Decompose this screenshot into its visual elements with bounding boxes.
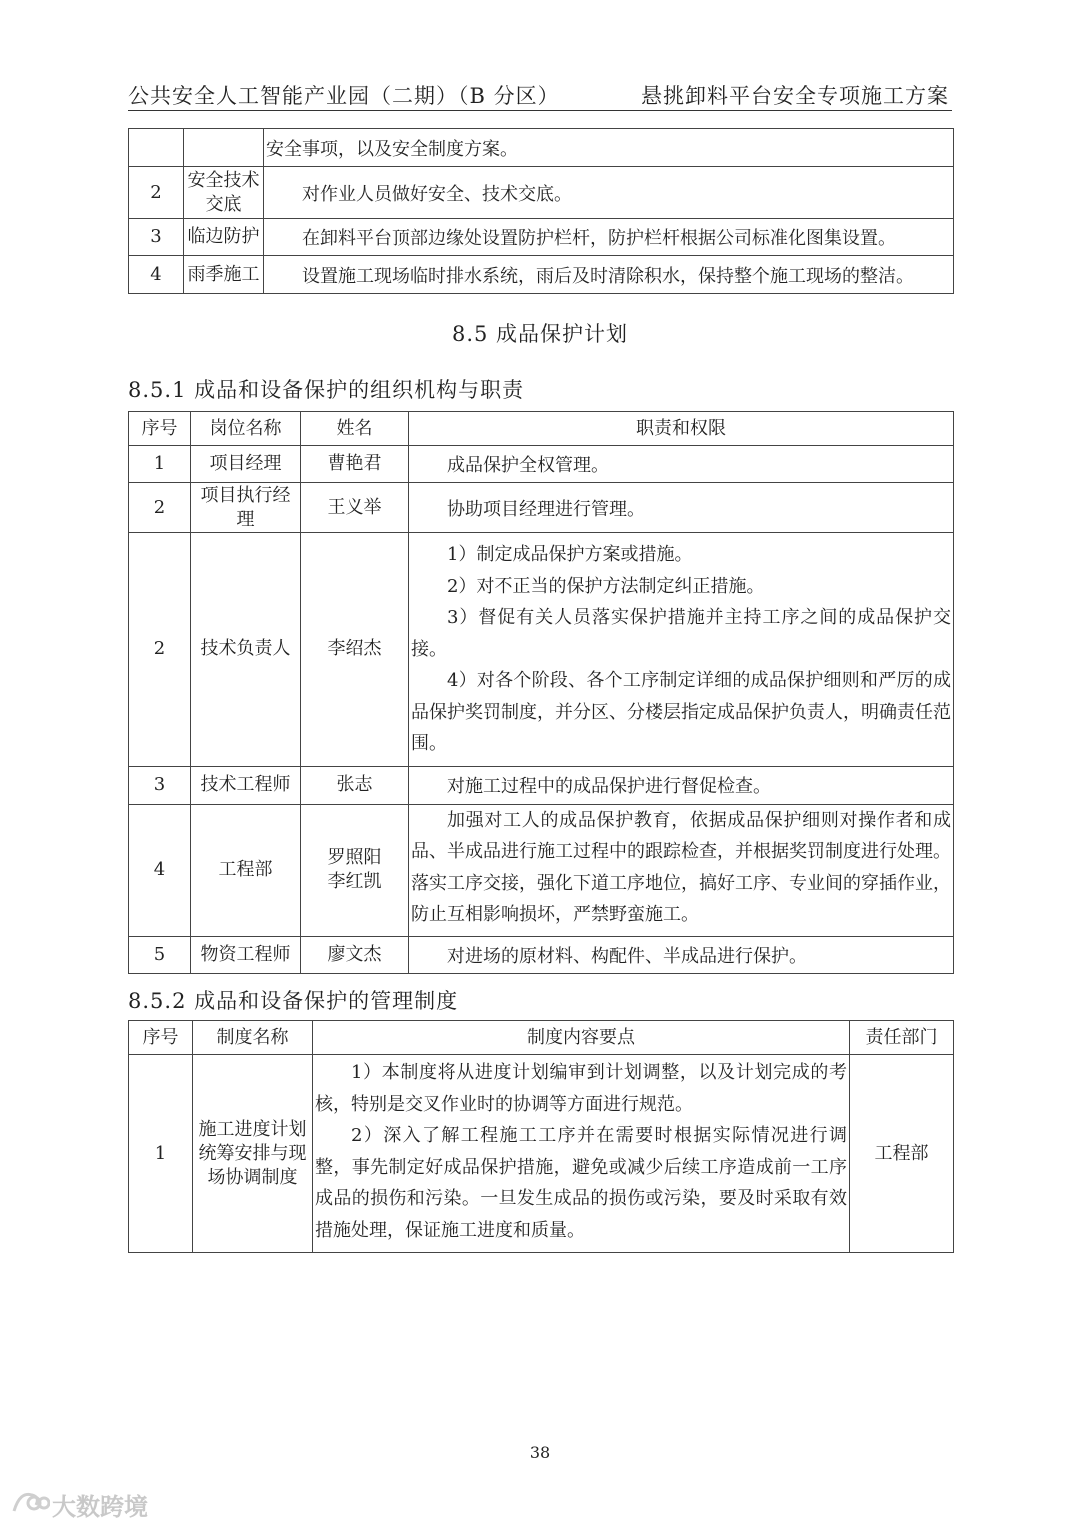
- table-row: [129, 167, 954, 219]
- row-person: 罗照阳 李红凯: [301, 804, 409, 936]
- row-person: 曹艳君: [301, 446, 409, 483]
- duty-item: 3）督促有关人员落实保护措施并主持工序之间的成品保护交接。: [411, 607, 951, 660]
- row-number: 1: [129, 1055, 193, 1253]
- column-header: 责任部门: [850, 1021, 954, 1055]
- row-number: 4: [129, 256, 184, 294]
- row-item: 安全技术交底: [184, 167, 264, 219]
- row-item: [184, 129, 264, 167]
- row-duties: 成品保护全权管理。: [409, 446, 954, 483]
- table-header-row: [129, 412, 954, 446]
- row-number: [129, 129, 184, 167]
- organization-duties-table: [128, 411, 954, 974]
- section-title: 8.5 成品保护计划: [451, 322, 629, 346]
- row-number: 2: [129, 167, 184, 219]
- watermark-text: 大数跨境: [52, 1493, 148, 1521]
- column-header: 岗位名称: [191, 412, 301, 446]
- duty-item: 1）制定成品保护方案或措施。: [447, 544, 693, 565]
- table-row: [129, 483, 954, 533]
- duty-item: 2）对不正当的保护方法制定纠正措施。: [447, 575, 765, 597]
- column-header: 制度内容要点: [313, 1021, 850, 1055]
- row-item: 雨季施工: [184, 256, 264, 294]
- row-person: 王义举: [301, 483, 409, 533]
- page-number: 38: [529, 1443, 551, 1462]
- row-post: 项目经理: [191, 446, 301, 483]
- row-person: 张志: [301, 766, 409, 804]
- table-row: [129, 256, 954, 294]
- row-content: 安全事项，以及安全制度方案。: [264, 129, 954, 167]
- header-divider: [128, 110, 952, 111]
- row-item: 临边防护: [184, 219, 264, 256]
- row-person: 李绍杰: [301, 533, 409, 767]
- row-duties: [409, 804, 954, 936]
- row-post: 技术负责人: [191, 533, 301, 767]
- row-content: [313, 1055, 850, 1253]
- row-person: 廖文杰: [301, 936, 409, 973]
- row-duties: 协助项目经理进行管理。: [409, 483, 954, 533]
- subsection-title-2: 8.5.2 成品和设备保护的管理制度: [128, 989, 459, 1013]
- header-left: 公共安全人工智能产业园（二期）（B 分区）: [128, 84, 560, 108]
- content-item: 1）本制度将从进度计划编审到计划调整，以及计划完成的考核，特别是交叉作业时的协调等方面进行规范。: [315, 1062, 847, 1115]
- row-system-name: 施工进度计划统筹安排与现场协调制度: [193, 1055, 313, 1253]
- row-post: 项目执行经理: [191, 483, 301, 533]
- row-duties: [409, 533, 954, 767]
- row-duties: 对进场的原材料、构配件、半成品进行保护。: [409, 936, 954, 973]
- table-header-row: [129, 1021, 954, 1055]
- row-number: 2: [129, 533, 191, 767]
- column-header: 序号: [129, 1021, 193, 1055]
- row-content: 对作业人员做好安全、技术交底。: [264, 167, 954, 219]
- table-row: [129, 936, 954, 973]
- table-row: [129, 804, 954, 936]
- row-number: 2: [129, 483, 191, 533]
- management-system-table: [128, 1020, 954, 1253]
- subsection-title-1: 8.5.1 成品和设备保护的组织机构与职责: [128, 378, 525, 402]
- safety-measures-table: [128, 128, 954, 294]
- row-number: 1: [129, 446, 191, 483]
- table-row: [129, 219, 954, 256]
- duty-item: 4）对各个阶段、各个工序制定详细的成品保护细则和严厉的成品保护奖罚制度，并分区、分楼层指定成品保护负责人，明确责任范围。: [411, 670, 951, 754]
- row-number: 3: [129, 766, 191, 804]
- column-header: 序号: [129, 412, 191, 446]
- content-item: 2）深入了解工程施工工序并在需要时根据实际情况进行调整，事先制定好成品保护措施，避免或减少后续工序造成前一工序成品的损伤和污染。一旦发生成品的损伤或污染，要及时采取有效措施处理，保证施工进度和质量。: [315, 1125, 847, 1241]
- row-department: 工程部: [850, 1055, 954, 1253]
- row-duties: 对施工过程中的成品保护进行督促检查。: [409, 766, 954, 804]
- column-header: 制度名称: [193, 1021, 313, 1055]
- row-number: 3: [129, 219, 184, 256]
- duty-item: 加强对工人的成品保护教育，依据成品保护细则对操作者和成品、半成品进行施工过程中的跟踪检查，并根据奖罚制度进行处理。落实工序交接，强化下道工序地位，搞好工序、专业间的穿插作业，防止互相影响损坏，严禁野蛮施工。: [411, 809, 951, 925]
- column-header: 姓名: [301, 412, 409, 446]
- row-content: 在卸料平台顶部边缘处设置防护栏杆，防护栏杆根据公司标准化图集设置。: [264, 219, 954, 256]
- row-number: 5: [129, 936, 191, 973]
- table-row: [129, 129, 954, 167]
- table-row: [129, 766, 954, 804]
- table-row: [129, 1055, 954, 1253]
- row-post: 物资工程师: [191, 936, 301, 973]
- column-header: 职责和权限: [409, 412, 954, 446]
- row-number: 4: [129, 804, 191, 936]
- header-right: 悬挑卸料平台安全专项施工方案: [641, 84, 949, 108]
- row-content: 设置施工现场临时排水系统，雨后及时清除积水，保持整个施工现场的整洁。: [264, 256, 954, 294]
- row-post: 工程部: [191, 804, 301, 936]
- table-row: [129, 446, 954, 483]
- watermark-logo-icon: [10, 1485, 50, 1519]
- table-row: [129, 533, 954, 767]
- row-post: 技术工程师: [191, 766, 301, 804]
